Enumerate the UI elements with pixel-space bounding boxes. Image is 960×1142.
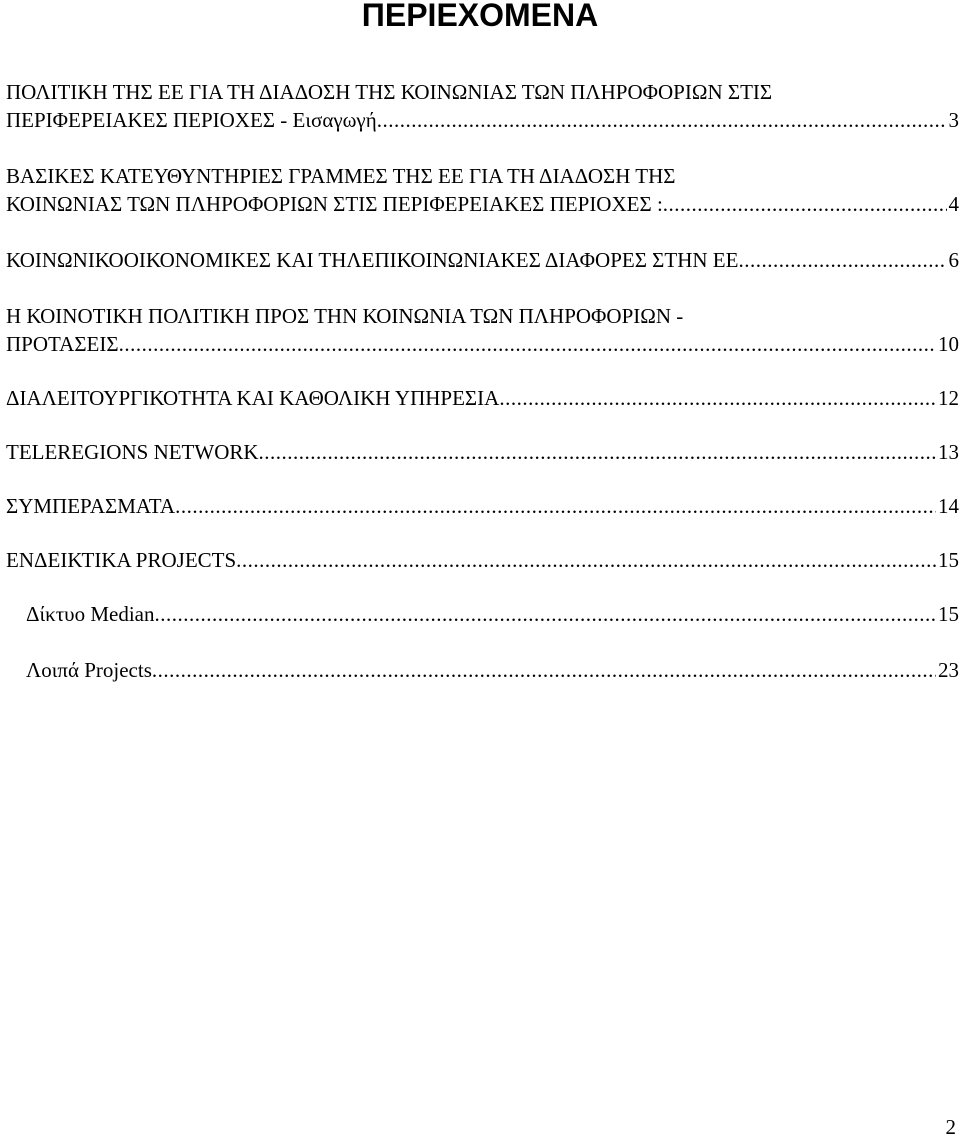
toc-entry[interactable] bbox=[6, 302, 959, 358]
toc-entry[interactable] bbox=[6, 492, 959, 520]
toc-entry[interactable] bbox=[6, 162, 959, 218]
dot-leader bbox=[119, 330, 936, 358]
toc-page-number: 13 bbox=[938, 440, 959, 464]
toc-entry-title-line1: Η ΚΟΙΝΟΤΙΚΗ ΠΟΛΙΤΙΚΗ ΠΡΟΣ ΤΗΝ ΚΟΙΝΩΝΙΑ ΤΩΝ ΠΛΗΡΟΦΟΡΙΩΝ - bbox=[6, 304, 684, 328]
dot-leader bbox=[377, 106, 947, 134]
toc-entry[interactable] bbox=[6, 246, 959, 274]
toc-entry-title-line2: ΚΟΙΝΩΝΙΑΣ ΤΩΝ ΠΛΗΡΟΦΟΡΙΩΝ ΣΤΙΣ ΠΕΡΙΦΕΡΕΙΑΚΕΣ ΠΕΡΙΟΧΕΣ : bbox=[6, 192, 663, 216]
toc-entry[interactable] bbox=[6, 384, 959, 412]
toc-entry-title: ΣΥΜΠΕΡΑΣΜΑΤΑ bbox=[6, 494, 176, 518]
toc-page-number: 3 bbox=[948, 108, 959, 132]
page-title: ΠΕΡΙΕΧΟΜΕΝΑ bbox=[361, 0, 599, 33]
toc-page-number: 15 bbox=[938, 548, 959, 572]
dot-leader bbox=[663, 190, 947, 218]
page-number: 2 bbox=[945, 1115, 956, 1139]
dot-leader bbox=[236, 546, 936, 574]
toc-entry-title: Δίκτυο Median bbox=[26, 602, 155, 626]
toc-entry-title-line1: ΒΑΣΙΚΕΣ ΚΑΤΕΥΘΥΝΤΗΡΙΕΣ ΓΡΑΜΜΕΣ ΤΗΣ ΕΕ ΓΙΑ ΤΗ ΔΙΑΔΟΣΗ ΤΗΣ bbox=[6, 164, 676, 188]
dot-leader bbox=[154, 600, 936, 628]
toc-page-number: 23 bbox=[938, 658, 959, 682]
toc-subentry[interactable] bbox=[26, 600, 959, 628]
toc-page-number: 15 bbox=[938, 602, 959, 626]
toc-entry[interactable] bbox=[6, 78, 959, 134]
toc-subentry[interactable] bbox=[26, 656, 959, 684]
toc-entry-title: ΔΙΑΛΕΙΤΟΥΡΓΙΚΟΤΗΤΑ ΚΑΙ ΚΑΘΟΛΙΚΗ ΥΠΗΡΕΣΙΑ bbox=[6, 386, 500, 410]
toc-entry[interactable] bbox=[6, 438, 959, 466]
toc-page-number: 4 bbox=[948, 192, 959, 216]
toc-entry-title: Λοιπά Projects bbox=[26, 658, 152, 682]
toc-entry-title-line1: ΠΟΛΙΤΙΚΗ ΤΗΣ ΕΕ ΓΙΑ ΤΗ ΔΙΑΔΟΣΗ ΤΗΣ ΚΟΙΝΩΝΙΑΣ ΤΩΝ ΠΛΗΡΟΦΟΡΙΩΝ ΣΤΙΣ bbox=[6, 80, 773, 104]
toc-page-number: 10 bbox=[938, 332, 959, 356]
toc-entry[interactable] bbox=[6, 546, 959, 574]
dot-leader bbox=[738, 246, 946, 274]
dot-leader bbox=[499, 384, 936, 412]
toc-page-number: 14 bbox=[938, 494, 959, 518]
toc-entry-title: TELEREGIONS NETWORK bbox=[6, 440, 259, 464]
toc-page-number: 12 bbox=[938, 386, 959, 410]
toc-page-number: 6 bbox=[948, 248, 959, 272]
toc-entry-title-line2: ΠΡΟΤΑΣΕΙΣ bbox=[6, 332, 119, 356]
dot-leader bbox=[259, 438, 936, 466]
toc-entry-title-line2: ΠΕΡΙΦΕΡΕΙΑΚΕΣ ΠΕΡΙΟΧΕΣ - Εισαγωγή bbox=[6, 108, 377, 132]
dot-leader bbox=[152, 656, 936, 684]
dot-leader bbox=[175, 492, 936, 520]
toc-entry-title: ΚΟΙΝΩΝΙΚΟΟΙΚΟΝΟΜΙΚΕΣ ΚΑΙ ΤΗΛΕΠΙΚΟΙΝΩΝΙΑΚΕΣ ΔΙΑΦΟΡΕΣ ΣΤΗΝ ΕΕ bbox=[6, 248, 739, 272]
toc-entry-title: ΕΝΔΕΙΚΤΙΚΑ PROJECTS bbox=[6, 548, 237, 572]
